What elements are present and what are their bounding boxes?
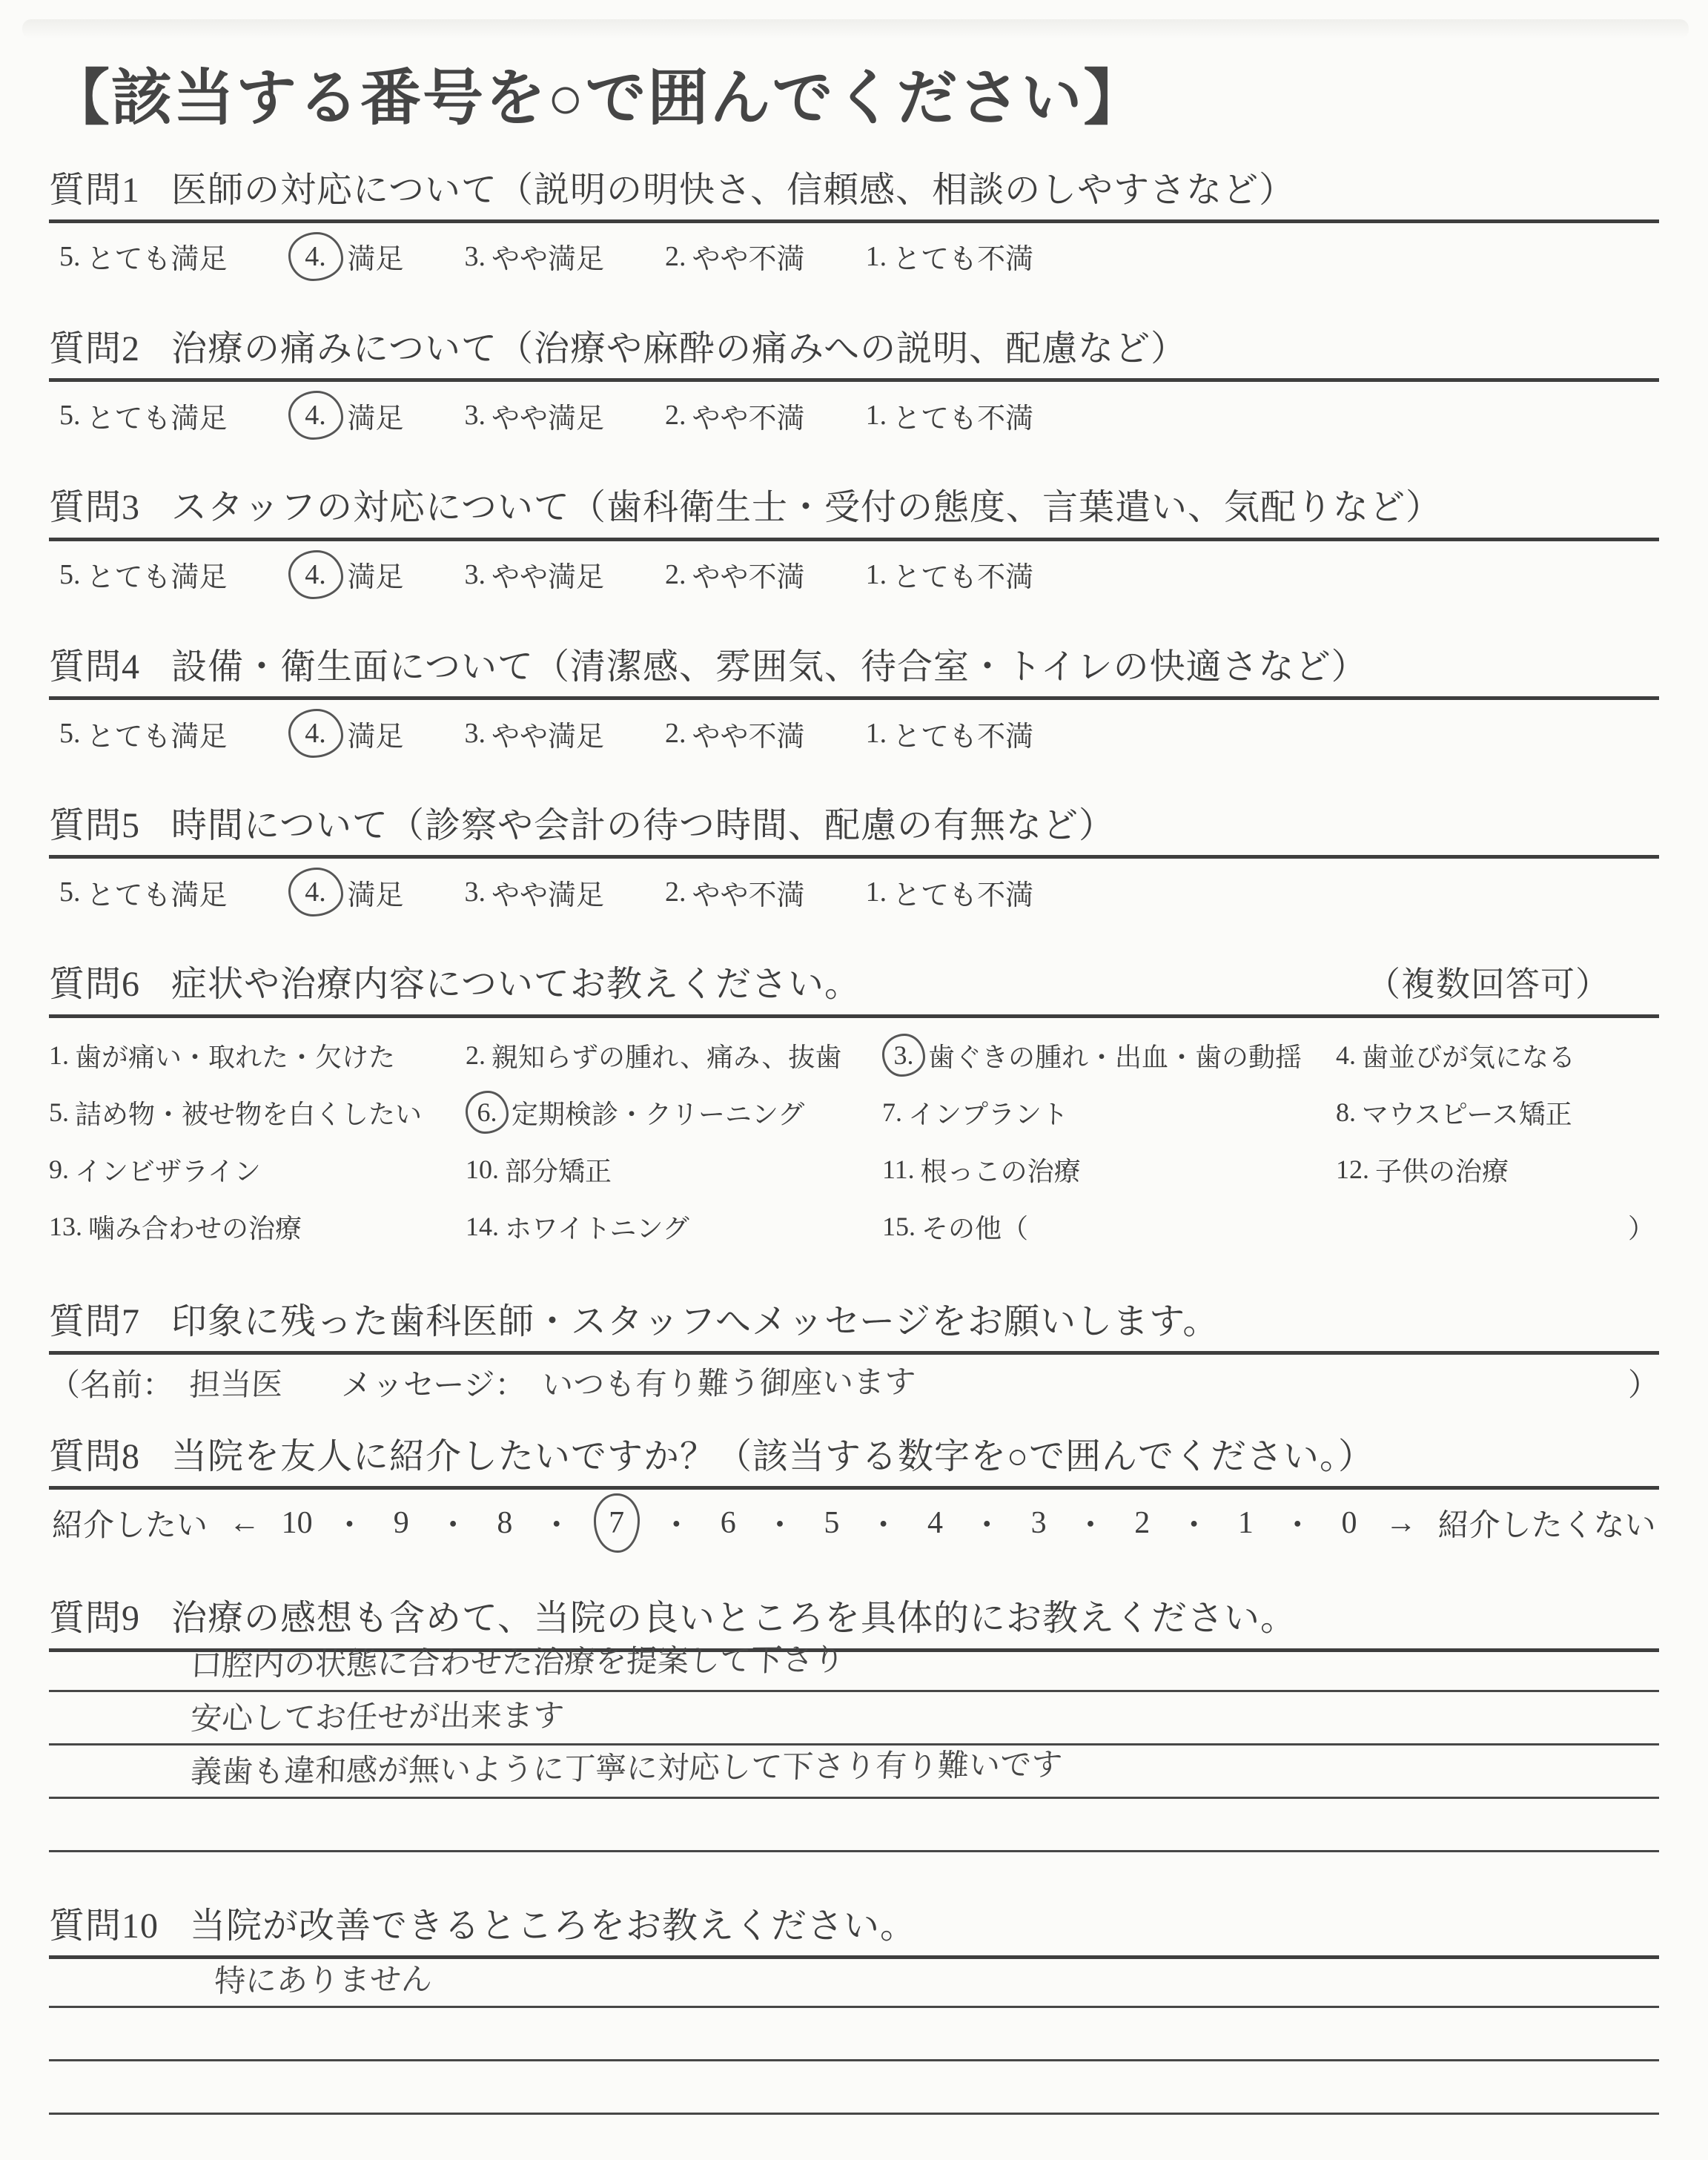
scale-number-4: 4 (927, 1506, 943, 1541)
scale-dot: ・ (971, 1509, 1003, 1544)
option-number: 3. (464, 558, 486, 590)
question-number: 質問10 (49, 1906, 159, 1946)
handwritten-circle-mark (466, 1091, 509, 1134)
item-number: 9. (49, 1155, 69, 1185)
option-5 (59, 713, 228, 754)
symptom-item-15-other (882, 1198, 1336, 1255)
handwritten-circle-mark (288, 391, 343, 440)
scale-number-3: 3 (1030, 1506, 1047, 1541)
handwritten-answer-line-1: 口腔内の状態に合わせた治療を提案して下さり (190, 1641, 846, 1683)
symptom-item-8 (1336, 1084, 1659, 1141)
question-title: 印象に残った歯科医師・スタッフへメッセージをお願いします。 (171, 1301, 1219, 1341)
option-2 (665, 395, 805, 436)
option-4-selected (288, 868, 404, 916)
right-arrow: → (1385, 1506, 1417, 1541)
question-number: 質問5 (49, 806, 141, 846)
question-6-title-row (49, 961, 861, 1008)
question-8-section (49, 1433, 1659, 1546)
option-label: 満足 (347, 721, 404, 753)
option-label: 満足 (347, 879, 404, 911)
scale-number-7-selected-circle (594, 1493, 640, 1553)
option-label: とても満足 (86, 721, 228, 753)
option-label: やや満足 (491, 879, 605, 911)
option-label: とても不満 (893, 562, 1034, 594)
scale-number-2: 2 (1134, 1506, 1151, 1541)
scale-number-8: 8 (497, 1506, 513, 1541)
option-label: とても不満 (893, 721, 1034, 753)
question-title: 治療の感想も含めて、当院の良いところを具体的にお教えください。 (171, 1599, 1297, 1639)
option-number: 5. (59, 240, 81, 272)
scale-dot: ・ (540, 1509, 572, 1544)
symptom-item-7 (882, 1084, 1336, 1141)
option-number: 2. (665, 240, 686, 272)
question-9-section (49, 1595, 1659, 1852)
question-7-section (49, 1298, 1659, 1408)
symptom-item-6-selected (466, 1084, 882, 1141)
option-1 (866, 395, 1034, 436)
item-label: 詰め物・被せ物を白くしたい (75, 1099, 423, 1129)
question-7-header (49, 1298, 1659, 1345)
question-number: 質問6 (49, 965, 141, 1005)
answer-ruled-line (49, 1641, 1659, 1692)
question-number: 質問2 (49, 328, 141, 369)
option-3 (465, 872, 605, 913)
answer-ruled-line (49, 1959, 1659, 2008)
answer-ruled-line (49, 2115, 1659, 2160)
question-5-options (49, 859, 1659, 914)
question-1-options (49, 223, 1659, 278)
item-number: 8. (1336, 1097, 1356, 1128)
option-number: 4. (305, 240, 326, 272)
question-2-header (49, 326, 1659, 372)
question-8-header (49, 1433, 1659, 1480)
item-number: 15. (882, 1212, 916, 1242)
option-number: 1. (865, 558, 887, 590)
option-number: 5. (59, 718, 81, 750)
option-number: 4. (305, 718, 326, 750)
scale-number-9: 9 (393, 1506, 409, 1541)
option-4-selected (288, 550, 404, 599)
option-4-selected (288, 391, 404, 440)
question-number: 質問4 (49, 647, 141, 687)
scale-dot: ・ (334, 1509, 365, 1544)
option-number: 3. (464, 718, 486, 750)
option-5 (59, 872, 228, 913)
scale-number-7: 7 (609, 1506, 625, 1541)
answer-ruled-line (49, 1692, 1659, 1745)
option-1 (866, 872, 1034, 913)
item-number: 11. (882, 1155, 915, 1185)
option-5 (59, 395, 228, 436)
option-label: やや満足 (491, 244, 605, 276)
scale-dot: ・ (764, 1509, 796, 1544)
symptom-item-5 (49, 1084, 466, 1141)
answer-ruled-line (49, 1799, 1659, 1852)
item-label: 子供の治療 (1375, 1156, 1509, 1186)
handwritten-circle-mark (288, 709, 343, 758)
handwritten-circle-mark (288, 868, 343, 916)
answer-ruled-line (49, 2061, 1659, 2115)
form-title: 【該当する番号を○で囲んでください】 (49, 65, 1146, 132)
item-label: インビザライン (75, 1156, 261, 1186)
option-label: やや不満 (692, 403, 805, 435)
scale-number-1: 1 (1237, 1506, 1254, 1541)
scale-dot: ・ (1074, 1509, 1106, 1544)
scale-left-label: 紹介したい (52, 1509, 208, 1544)
answer-ruled-line (49, 2008, 1659, 2061)
option-3 (465, 554, 605, 595)
option-label: 満足 (347, 403, 404, 435)
question-6-section (49, 961, 1659, 1255)
option-label: 満足 (347, 562, 404, 594)
scale-dot: ・ (661, 1509, 692, 1544)
item-label: 親知らずの腫れ、痛み、抜歯 (491, 1042, 842, 1072)
symptom-item-14 (466, 1198, 882, 1255)
option-number: 2. (665, 718, 686, 750)
option-label: やや不満 (692, 721, 805, 753)
item-number: 10. (466, 1155, 499, 1185)
item-number: 5. (49, 1097, 69, 1128)
handwritten-circle-mark (288, 232, 343, 281)
symptom-item-10 (466, 1141, 882, 1198)
option-number: 3. (464, 876, 486, 908)
question-title: 設備・衛生面について（清潔感、雰囲気、待合室・トイレの快適さなど） (171, 647, 1368, 687)
symptom-item-3-selected (882, 1027, 1336, 1084)
message-field-label: メッセージ： (341, 1369, 526, 1404)
question-3-section (49, 484, 1659, 595)
scale-number-5: 5 (824, 1506, 840, 1541)
question-10-header (49, 1903, 1659, 1949)
option-number: 1. (865, 240, 887, 272)
handwritten-answer-line-1: 特にありません (214, 1961, 434, 2000)
option-label: やや満足 (491, 403, 605, 435)
option-number: 4. (305, 876, 326, 908)
option-label: とても不満 (893, 879, 1034, 911)
handwritten-circle-mark (882, 1034, 925, 1077)
question-number: 質問8 (49, 1437, 141, 1477)
option-label: とても満足 (86, 562, 228, 594)
item-number: 3. (893, 1040, 914, 1071)
question-5-section (49, 802, 1659, 914)
question-1-header (49, 167, 1659, 214)
item-number: 1. (49, 1040, 69, 1071)
question-number: 質問1 (49, 170, 141, 210)
symptom-item-1 (49, 1027, 466, 1084)
symptom-item-12 (1336, 1141, 1659, 1198)
scale-dot: ・ (867, 1509, 899, 1544)
item-label: 部分矯正 (505, 1156, 612, 1186)
option-number: 1. (865, 718, 887, 750)
scan-artifact-band (22, 19, 1689, 39)
option-5 (59, 236, 228, 277)
option-number: 5. (59, 400, 81, 432)
item-number: 6. (477, 1097, 497, 1128)
handwritten-name-value: 担当医 (188, 1365, 284, 1404)
question-2-section (49, 326, 1659, 437)
option-label: やや満足 (491, 562, 605, 594)
option-5 (59, 554, 228, 595)
item-label: 歯並びが気になる (1362, 1042, 1576, 1072)
option-1 (866, 554, 1034, 595)
scale-dot: ・ (437, 1509, 469, 1544)
scale-dot: ・ (1282, 1509, 1314, 1544)
closing-paren: ） (1627, 1369, 1659, 1404)
scale-dot: ・ (1178, 1509, 1210, 1544)
item-number: 7. (882, 1097, 902, 1128)
question-title: スタッフの対応について（歯科衛生士・受付の態度、言葉遣い、気配りなど） (171, 488, 1443, 528)
option-label: とても満足 (86, 879, 228, 911)
question-6-header (49, 961, 1659, 1008)
option-label: やや不満 (692, 244, 805, 276)
symptom-item-13 (49, 1198, 466, 1255)
symptom-options-grid (49, 1027, 1659, 1255)
option-2 (665, 872, 805, 913)
question-number: 質問7 (49, 1301, 141, 1341)
item-label: マウスピース矯正 (1362, 1099, 1572, 1129)
question-3-options (49, 541, 1659, 596)
option-label: やや不満 (692, 879, 805, 911)
question-9-header (49, 1595, 1659, 1642)
option-label: とても満足 (86, 244, 228, 276)
option-number: 2. (665, 876, 686, 908)
question-4-section (49, 644, 1659, 755)
item-number: 12. (1336, 1155, 1369, 1185)
option-number: 5. (59, 558, 81, 590)
option-label: とても不満 (893, 403, 1034, 435)
scale-number-6: 6 (720, 1506, 736, 1541)
option-label: やや満足 (491, 721, 605, 753)
option-number: 4. (305, 400, 326, 432)
item-label: インプラント (908, 1099, 1069, 1129)
handwritten-circle-mark (288, 550, 343, 599)
option-number: 3. (464, 240, 486, 272)
option-number: 1. (865, 876, 887, 908)
option-label: とても不満 (893, 244, 1034, 276)
answer-ruled-line (49, 1745, 1659, 1799)
option-2 (665, 554, 805, 595)
option-label: やや不満 (692, 562, 805, 594)
option-label: 満足 (347, 244, 404, 276)
question-title: 治療の痛みについて（治療や麻酔の痛みへの説明、配慮など） (171, 328, 1188, 369)
option-number: 2. (665, 400, 686, 432)
handwritten-answer-line-3: 義歯も違和感が無いように丁寧に対応して下さり有り難いです (190, 1745, 1064, 1790)
question-4-options (49, 700, 1659, 755)
other-closing-paren: ） (1627, 1213, 1655, 1244)
option-number: 3. (464, 400, 486, 432)
question-10-section (49, 1903, 1659, 2160)
handwritten-message-value: いつも有り難う御座います (540, 1363, 916, 1404)
item-label: 歯ぐきの腫れ・出血・歯の動揺 (928, 1042, 1302, 1072)
question-title: 症状や治療内容についてお教えください。 (171, 965, 861, 1005)
item-number: 14. (466, 1212, 499, 1242)
item-label: 噛み合わせの治療 (88, 1213, 302, 1244)
symptom-item-2 (466, 1027, 882, 1084)
option-2 (665, 713, 805, 754)
question-1-section (49, 167, 1659, 278)
symptom-item-11 (882, 1141, 1336, 1198)
symptom-item-4 (1336, 1027, 1659, 1084)
question-4-header (49, 644, 1659, 690)
option-label: とても満足 (86, 403, 228, 435)
question-number: 質問3 (49, 488, 141, 528)
option-2 (665, 236, 805, 277)
item-number: 4. (1336, 1040, 1356, 1071)
recommend-scale-row (49, 1490, 1659, 1546)
option-4-selected (288, 709, 404, 758)
handwritten-answer-line-2: 安心してお任せが出来ます (190, 1697, 566, 1737)
option-4-selected (288, 232, 404, 281)
question-number: 質問9 (49, 1599, 141, 1639)
left-arrow: ← (228, 1506, 260, 1541)
message-answer-row (49, 1355, 1659, 1408)
option-number: 1. (865, 400, 887, 432)
option-3 (465, 236, 605, 277)
symptom-item-9 (49, 1141, 466, 1198)
header-rule (49, 1014, 1659, 1018)
option-3 (465, 713, 605, 754)
question-title: 医師の対応について（説明の明快さ、信頼感、相談のしやすさなど） (171, 170, 1296, 210)
option-1 (866, 236, 1034, 277)
item-number: 13. (49, 1212, 82, 1242)
option-number: 2. (665, 558, 686, 590)
multiple-answers-note: （複数回答可） (1366, 965, 1610, 1004)
item-number: 2. (466, 1040, 486, 1071)
option-1 (866, 713, 1034, 754)
question-title: 当院が改善できるところをお教えください。 (190, 1906, 917, 1946)
item-label: 根っこの治療 (920, 1156, 1081, 1186)
scale-number-0: 0 (1341, 1506, 1357, 1541)
question-5-header (49, 802, 1659, 849)
option-number: 5. (59, 876, 81, 908)
item-label: 定期検診・クリーニング (512, 1099, 805, 1129)
question-title: 時間について（診察や会計の待つ時間、配慮の有無など） (171, 806, 1116, 846)
scale-right-label: 紹介したくない (1437, 1509, 1656, 1544)
scale-number-10: 10 (281, 1506, 313, 1541)
option-number: 4. (305, 558, 326, 590)
question-3-header (49, 484, 1659, 531)
item-label: その他（ (921, 1213, 1029, 1244)
option-3 (465, 395, 605, 436)
question-title: 当院を友人に紹介したいですか？（該当する数字を○で囲んでください。） (171, 1437, 1375, 1477)
question-2-options (49, 382, 1659, 437)
item-label: 歯が痛い・取れた・欠けた (75, 1042, 396, 1072)
item-label: ホワイトニング (505, 1213, 689, 1244)
name-field-label: （名前： (49, 1369, 174, 1404)
